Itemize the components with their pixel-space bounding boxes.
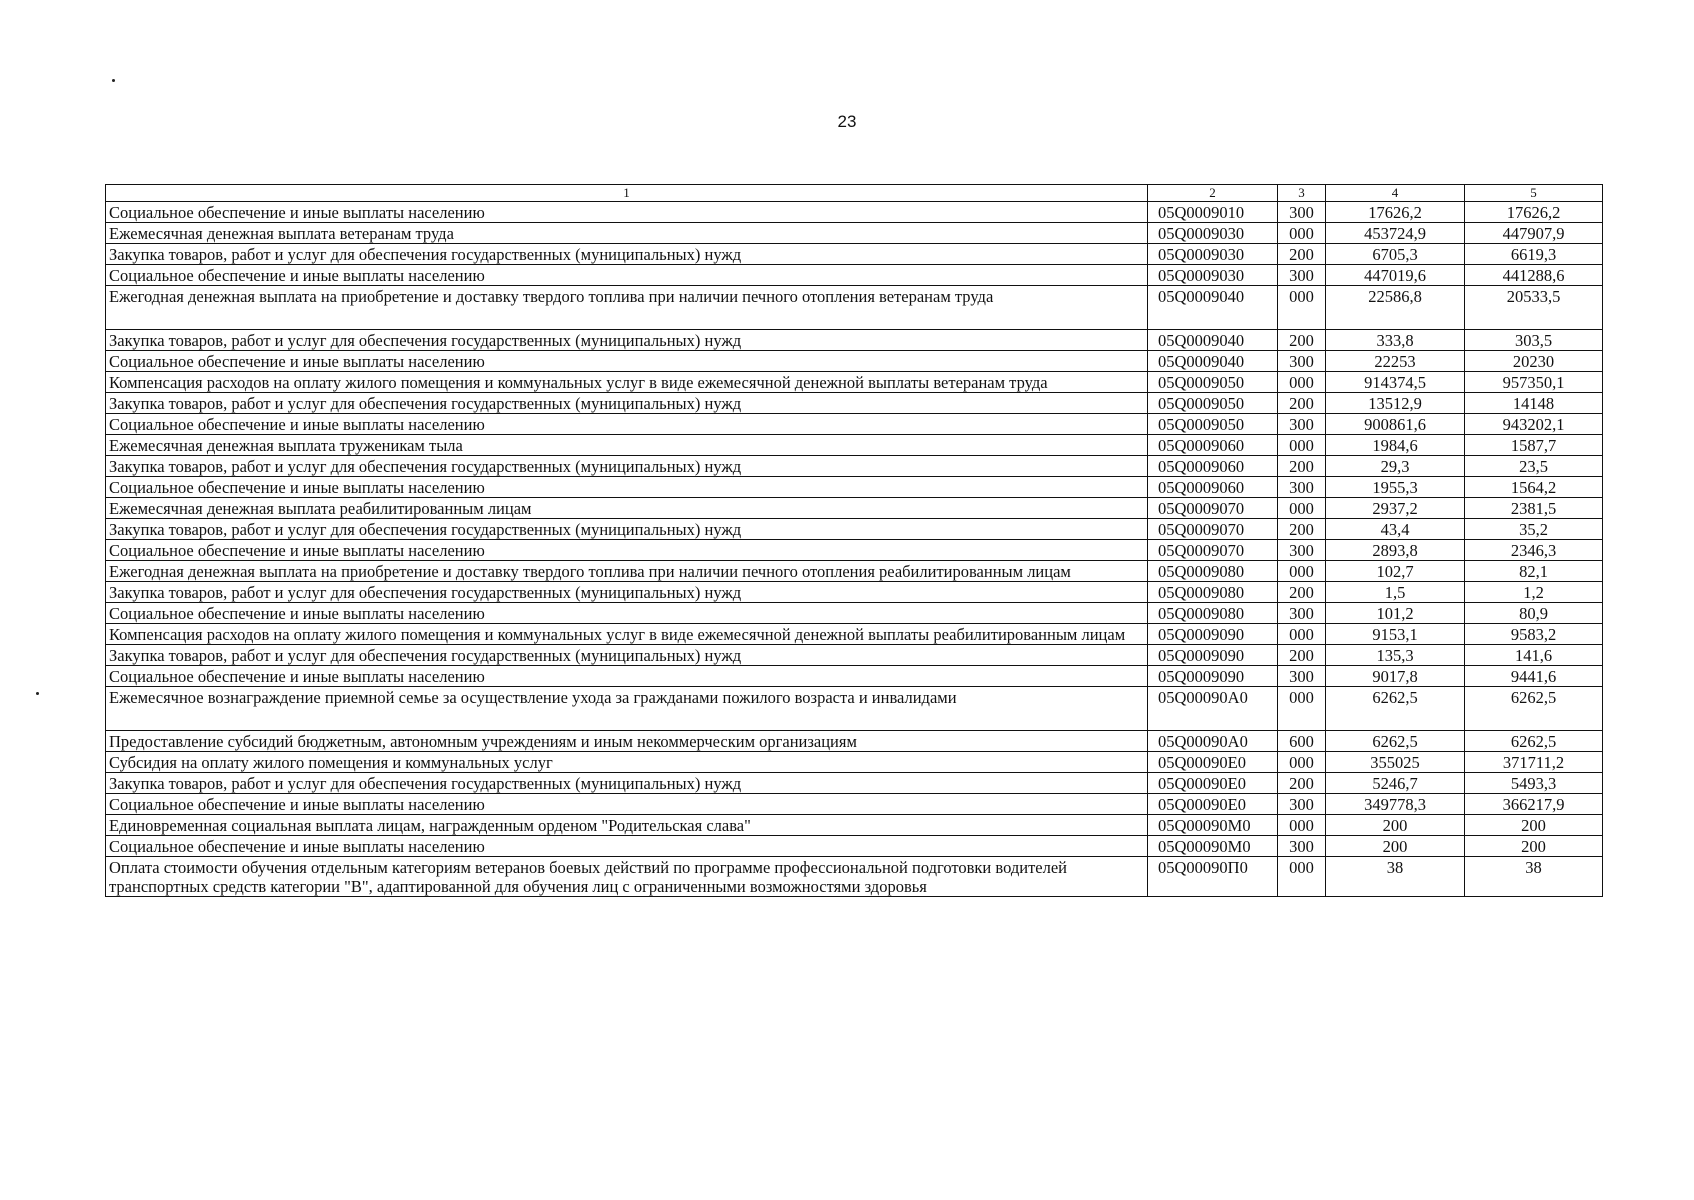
row-name-cell: Социальное обеспечение и иные выплаты населению [106, 540, 1148, 561]
table-row [106, 582, 1603, 603]
row-value-5-cell: 200 [1465, 836, 1603, 857]
row-value-5-cell: 14148 [1465, 393, 1603, 414]
row-code-cell: 05Q0009090 [1148, 624, 1278, 645]
row-value-4-cell: 914374,5 [1326, 372, 1465, 393]
row-type-cell: 300 [1278, 351, 1326, 372]
row-name-cell: Социальное обеспечение и иные выплаты населению [106, 414, 1148, 435]
row-value-4-cell: 9153,1 [1326, 624, 1465, 645]
table-row [106, 202, 1603, 223]
table-body [106, 202, 1603, 897]
table-row [106, 286, 1603, 330]
row-type-cell: 000 [1278, 498, 1326, 519]
row-type-cell: 300 [1278, 603, 1326, 624]
row-value-5-cell: 1564,2 [1465, 477, 1603, 498]
row-value-5-cell: 957350,1 [1465, 372, 1603, 393]
row-type-cell: 200 [1278, 244, 1326, 265]
row-value-5-cell: 366217,9 [1465, 794, 1603, 815]
table-row [106, 351, 1603, 372]
table-row [106, 414, 1603, 435]
row-type-cell: 000 [1278, 223, 1326, 244]
row-type-cell: 300 [1278, 477, 1326, 498]
row-name-cell: Закупка товаров, работ и услуг для обеспечения государственных (муниципальных) нужд [106, 393, 1148, 414]
row-value-4-cell: 200 [1326, 815, 1465, 836]
row-name-cell: Закупка товаров, работ и услуг для обеспечения государственных (муниципальных) нужд [106, 645, 1148, 666]
row-code-cell: 05Q0009060 [1148, 456, 1278, 477]
scan-speck [36, 692, 39, 695]
row-code-cell: 05Q0009040 [1148, 286, 1278, 330]
row-name-cell: Закупка товаров, работ и услуг для обеспечения государственных (муниципальных) нужд [106, 330, 1148, 351]
row-name-cell: Компенсация расходов на оплату жилого помещения и коммунальных услуг в виде ежемесячной денежной выплаты реабилитированным лицам [106, 624, 1148, 645]
row-type-cell: 000 [1278, 561, 1326, 582]
table-row [106, 731, 1603, 752]
row-code-cell: 05Q0009040 [1148, 330, 1278, 351]
row-code-cell: 05Q0009060 [1148, 477, 1278, 498]
row-code-cell: 05Q0009010 [1148, 202, 1278, 223]
row-value-5-cell: 9583,2 [1465, 624, 1603, 645]
row-value-4-cell: 355025 [1326, 752, 1465, 773]
row-value-4-cell: 2937,2 [1326, 498, 1465, 519]
row-value-4-cell: 6262,5 [1326, 731, 1465, 752]
table-row [106, 687, 1603, 731]
table-row [106, 265, 1603, 286]
row-value-5-cell: 9441,6 [1465, 666, 1603, 687]
row-value-4-cell: 13512,9 [1326, 393, 1465, 414]
row-code-cell: 05Q0009030 [1148, 223, 1278, 244]
table-row [106, 477, 1603, 498]
row-code-cell: 05Q0009050 [1148, 372, 1278, 393]
row-value-4-cell: 17626,2 [1326, 202, 1465, 223]
row-code-cell: 05Q0009080 [1148, 603, 1278, 624]
table-row [106, 498, 1603, 519]
row-value-4-cell: 1,5 [1326, 582, 1465, 603]
row-name-cell: Оплата стоимости обучения отдельным категориям ветеранов боевых действий по программе профессиональной подготовки водителей транспортных средств категории "В", адаптированной для обучения лиц с ограниченными возможностями здоровья [106, 857, 1148, 897]
row-name-cell: Социальное обеспечение и иные выплаты населению [106, 202, 1148, 223]
table-row [106, 435, 1603, 456]
row-code-cell: 05Q0009090 [1148, 666, 1278, 687]
row-value-5-cell: 20230 [1465, 351, 1603, 372]
row-type-cell: 200 [1278, 773, 1326, 794]
row-name-cell: Субсидия на оплату жилого помещения и коммунальных услуг [106, 752, 1148, 773]
row-name-cell: Предоставление субсидий бюджетным, автономным учреждениям и иным некоммерческим организациям [106, 731, 1148, 752]
row-code-cell: 05Q00090П0 [1148, 857, 1278, 897]
row-code-cell: 05Q0009040 [1148, 351, 1278, 372]
row-value-5-cell: 1,2 [1465, 582, 1603, 603]
row-value-5-cell: 6262,5 [1465, 687, 1603, 731]
row-value-4-cell: 453724,9 [1326, 223, 1465, 244]
row-type-cell: 000 [1278, 815, 1326, 836]
row-type-cell: 200 [1278, 456, 1326, 477]
table-row [106, 456, 1603, 477]
row-type-cell: 000 [1278, 624, 1326, 645]
column-header: 1 [106, 185, 1148, 202]
row-value-5-cell: 2346,3 [1465, 540, 1603, 561]
row-value-5-cell: 371711,2 [1465, 752, 1603, 773]
row-name-cell: Ежемесячная денежная выплата ветеранам труда [106, 223, 1148, 244]
row-code-cell: 05Q0009080 [1148, 582, 1278, 603]
table-row [106, 666, 1603, 687]
table-row [106, 752, 1603, 773]
row-name-cell: Компенсация расходов на оплату жилого помещения и коммунальных услуг в виде ежемесячной денежной выплаты ветеранам труда [106, 372, 1148, 393]
row-type-cell: 200 [1278, 582, 1326, 603]
row-value-4-cell: 349778,3 [1326, 794, 1465, 815]
row-code-cell: 05Q00090E0 [1148, 773, 1278, 794]
page-number: 23 [837, 112, 857, 131]
row-name-cell: Ежемесячная денежная выплата реабилитированным лицам [106, 498, 1148, 519]
table-row [106, 561, 1603, 582]
row-name-cell: Ежемесячное вознаграждение приемной семье за осуществление ухода за гражданами пожилого возраста и инвалидами [106, 687, 1148, 731]
table-row [106, 603, 1603, 624]
table-row [106, 836, 1603, 857]
row-code-cell: 05Q0009060 [1148, 435, 1278, 456]
row-value-4-cell: 900861,6 [1326, 414, 1465, 435]
row-value-5-cell: 5493,3 [1465, 773, 1603, 794]
row-value-5-cell: 80,9 [1465, 603, 1603, 624]
row-type-cell: 300 [1278, 836, 1326, 857]
row-value-4-cell: 333,8 [1326, 330, 1465, 351]
row-value-4-cell: 135,3 [1326, 645, 1465, 666]
row-name-cell: Единовременная социальная выплата лицам, награжденным орденом "Родительская слава" [106, 815, 1148, 836]
row-name-cell: Ежемесячная денежная выплата труженикам тыла [106, 435, 1148, 456]
row-value-4-cell: 447019,6 [1326, 265, 1465, 286]
table-row [106, 773, 1603, 794]
row-name-cell: Социальное обеспечение и иные выплаты населению [106, 265, 1148, 286]
table-row [106, 540, 1603, 561]
row-value-4-cell: 6262,5 [1326, 687, 1465, 731]
row-type-cell: 200 [1278, 393, 1326, 414]
row-code-cell: 05Q0009090 [1148, 645, 1278, 666]
row-value-5-cell: 20533,5 [1465, 286, 1603, 330]
row-value-4-cell: 9017,8 [1326, 666, 1465, 687]
row-value-4-cell: 22586,8 [1326, 286, 1465, 330]
table-row [106, 645, 1603, 666]
row-name-cell: Социальное обеспечение и иные выплаты населению [106, 666, 1148, 687]
row-value-4-cell: 101,2 [1326, 603, 1465, 624]
row-code-cell: 05Q00090E0 [1148, 752, 1278, 773]
row-type-cell: 300 [1278, 414, 1326, 435]
column-header: 4 [1326, 185, 1465, 202]
row-value-5-cell: 447907,9 [1465, 223, 1603, 244]
row-type-cell: 600 [1278, 731, 1326, 752]
row-value-5-cell: 141,6 [1465, 645, 1603, 666]
column-header: 3 [1278, 185, 1326, 202]
row-type-cell: 300 [1278, 540, 1326, 561]
budget-table [105, 184, 1603, 897]
table-row [106, 330, 1603, 351]
row-type-cell: 000 [1278, 752, 1326, 773]
row-type-cell: 300 [1278, 202, 1326, 223]
row-type-cell: 000 [1278, 687, 1326, 731]
row-value-4-cell: 2893,8 [1326, 540, 1465, 561]
row-value-5-cell: 23,5 [1465, 456, 1603, 477]
row-value-4-cell: 43,4 [1326, 519, 1465, 540]
row-value-4-cell: 22253 [1326, 351, 1465, 372]
row-code-cell: 05Q00090A0 [1148, 731, 1278, 752]
row-value-4-cell: 5246,7 [1326, 773, 1465, 794]
table-row [106, 815, 1603, 836]
row-type-cell: 200 [1278, 645, 1326, 666]
table-row [106, 519, 1603, 540]
scan-speck [112, 79, 115, 82]
table-row [106, 857, 1603, 897]
row-value-5-cell: 82,1 [1465, 561, 1603, 582]
column-header: 5 [1465, 185, 1603, 202]
table-row [106, 624, 1603, 645]
row-type-cell: 300 [1278, 794, 1326, 815]
row-value-5-cell: 6619,3 [1465, 244, 1603, 265]
row-value-4-cell: 1984,6 [1326, 435, 1465, 456]
row-value-5-cell: 35,2 [1465, 519, 1603, 540]
row-value-5-cell: 441288,6 [1465, 265, 1603, 286]
row-code-cell: 05Q0009050 [1148, 393, 1278, 414]
row-name-cell: Закупка товаров, работ и услуг для обеспечения государственных (муниципальных) нужд [106, 244, 1148, 265]
row-type-cell: 200 [1278, 519, 1326, 540]
row-value-4-cell: 200 [1326, 836, 1465, 857]
row-name-cell: Закупка товаров, работ и услуг для обеспечения государственных (муниципальных) нужд [106, 456, 1148, 477]
row-code-cell: 05Q00090M0 [1148, 815, 1278, 836]
row-code-cell: 05Q0009030 [1148, 265, 1278, 286]
row-value-5-cell: 303,5 [1465, 330, 1603, 351]
table-row [106, 244, 1603, 265]
row-type-cell: 000 [1278, 372, 1326, 393]
row-value-5-cell: 38 [1465, 857, 1603, 897]
row-name-cell: Социальное обеспечение и иные выплаты населению [106, 603, 1148, 624]
table-row [106, 223, 1603, 244]
row-type-cell: 000 [1278, 286, 1326, 330]
row-value-4-cell: 102,7 [1326, 561, 1465, 582]
row-code-cell: 05Q00090A0 [1148, 687, 1278, 731]
row-value-4-cell: 6705,3 [1326, 244, 1465, 265]
table-row [106, 794, 1603, 815]
row-type-cell: 200 [1278, 330, 1326, 351]
column-header: 2 [1148, 185, 1278, 202]
row-value-5-cell: 2381,5 [1465, 498, 1603, 519]
row-value-5-cell: 17626,2 [1465, 202, 1603, 223]
row-code-cell: 05Q0009070 [1148, 498, 1278, 519]
row-value-4-cell: 38 [1326, 857, 1465, 897]
row-name-cell: Социальное обеспечение и иные выплаты населению [106, 794, 1148, 815]
row-name-cell: Закупка товаров, работ и услуг для обеспечения государственных (муниципальных) нужд [106, 582, 1148, 603]
row-type-cell: 000 [1278, 857, 1326, 897]
row-name-cell: Социальное обеспечение и иные выплаты населению [106, 836, 1148, 857]
table-row [106, 393, 1603, 414]
row-type-cell: 300 [1278, 265, 1326, 286]
row-value-5-cell: 200 [1465, 815, 1603, 836]
row-name-cell: Социальное обеспечение и иные выплаты населению [106, 477, 1148, 498]
row-name-cell: Социальное обеспечение и иные выплаты населению [106, 351, 1148, 372]
row-name-cell: Ежегодная денежная выплата на приобретение и доставку твердого топлива при наличии печного отопления ветеранам труда [106, 286, 1148, 330]
row-value-5-cell: 943202,1 [1465, 414, 1603, 435]
row-code-cell: 05Q0009030 [1148, 244, 1278, 265]
row-code-cell: 05Q0009070 [1148, 540, 1278, 561]
row-code-cell: 05Q0009050 [1148, 414, 1278, 435]
row-code-cell: 05Q0009080 [1148, 561, 1278, 582]
row-name-cell: Закупка товаров, работ и услуг для обеспечения государственных (муниципальных) нужд [106, 773, 1148, 794]
row-value-4-cell: 1955,3 [1326, 477, 1465, 498]
row-code-cell: 05Q00090E0 [1148, 794, 1278, 815]
row-value-5-cell: 6262,5 [1465, 731, 1603, 752]
table-row [106, 372, 1603, 393]
row-value-4-cell: 29,3 [1326, 456, 1465, 477]
table-header-row [106, 185, 1603, 202]
row-value-5-cell: 1587,7 [1465, 435, 1603, 456]
row-name-cell: Закупка товаров, работ и услуг для обеспечения государственных (муниципальных) нужд [106, 519, 1148, 540]
row-code-cell: 05Q0009070 [1148, 519, 1278, 540]
row-type-cell: 300 [1278, 666, 1326, 687]
row-code-cell: 05Q00090M0 [1148, 836, 1278, 857]
row-type-cell: 000 [1278, 435, 1326, 456]
row-name-cell: Ежегодная денежная выплата на приобретение и доставку твердого топлива при наличии печного отопления реабилитированным лицам [106, 561, 1148, 582]
